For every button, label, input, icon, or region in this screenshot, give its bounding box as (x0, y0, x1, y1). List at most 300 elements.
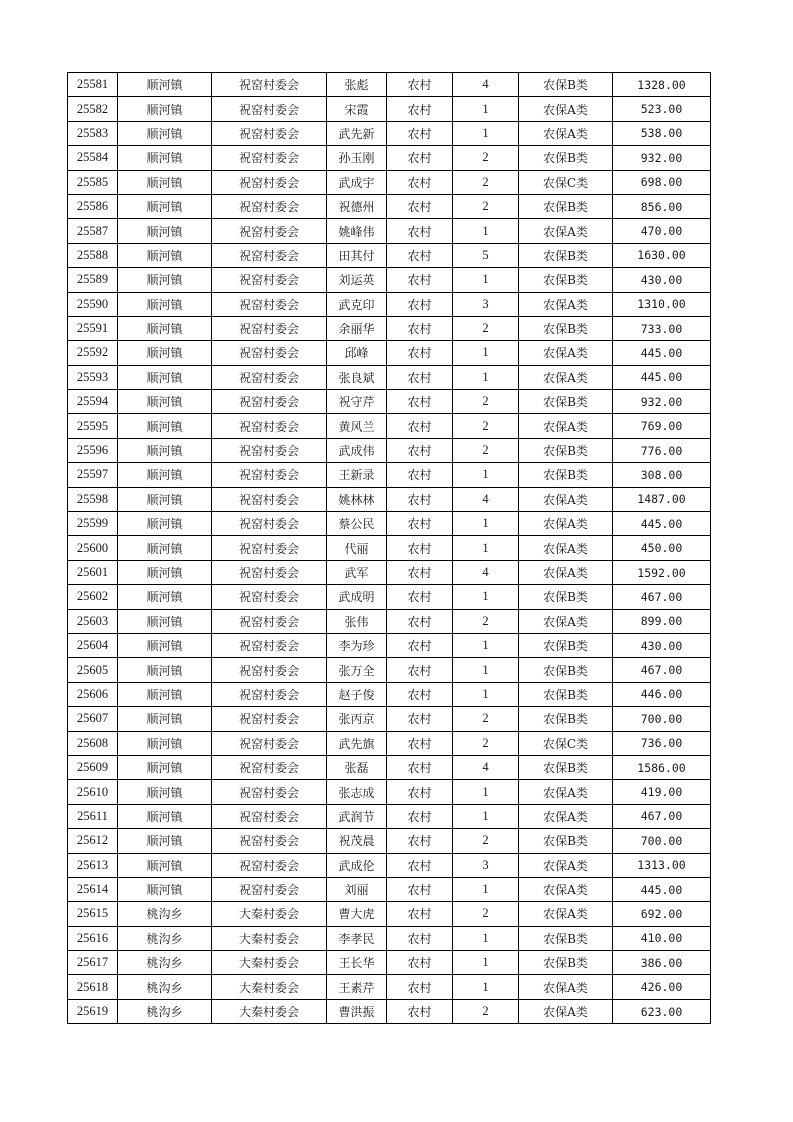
table-row (68, 341, 711, 365)
cell-id: 25591 (68, 316, 118, 340)
cell-amount: 700.00 (613, 829, 711, 853)
cell-count: 4 (453, 755, 519, 779)
cell-amount: 538.00 (613, 121, 711, 145)
cell-town: 顺河镇 (118, 463, 212, 487)
cell-village: 祝窑村委会 (212, 682, 327, 706)
cell-amount: 470.00 (613, 219, 711, 243)
table-row (68, 194, 711, 218)
cell-id: 25609 (68, 755, 118, 779)
cell-type: 农保C类 (519, 731, 613, 755)
cell-type: 农保A类 (519, 804, 613, 828)
cell-town: 顺河镇 (118, 438, 212, 462)
cell-id: 25582 (68, 97, 118, 121)
cell-amount: 410.00 (613, 926, 711, 950)
cell-type: 农保C类 (519, 170, 613, 194)
cell-area: 农村 (387, 829, 453, 853)
cell-village: 祝窑村委会 (212, 829, 327, 853)
cell-town: 顺河镇 (118, 390, 212, 414)
cell-id: 25598 (68, 487, 118, 511)
cell-area: 农村 (387, 243, 453, 267)
table-row (68, 316, 711, 340)
cell-amount: 467.00 (613, 804, 711, 828)
cell-town: 顺河镇 (118, 365, 212, 389)
cell-village: 祝窑村委会 (212, 365, 327, 389)
cell-area: 农村 (387, 194, 453, 218)
cell-name: 代丽 (327, 536, 387, 560)
cell-count: 4 (453, 487, 519, 511)
cell-type: 农保B类 (519, 268, 613, 292)
cell-count: 2 (453, 390, 519, 414)
cell-count: 4 (453, 560, 519, 584)
cell-town: 桃沟乡 (118, 926, 212, 950)
cell-count: 1 (453, 633, 519, 657)
table-row (68, 853, 711, 877)
cell-name: 宋霞 (327, 97, 387, 121)
cell-id: 25590 (68, 292, 118, 316)
cell-name: 王长华 (327, 951, 387, 975)
cell-count: 1 (453, 219, 519, 243)
cell-id: 25587 (68, 219, 118, 243)
cell-amount: 1328.00 (613, 73, 711, 97)
cell-amount: 1592.00 (613, 560, 711, 584)
cell-type: 农保A类 (519, 877, 613, 901)
cell-count: 2 (453, 829, 519, 853)
cell-village: 祝窑村委会 (212, 194, 327, 218)
cell-id: 25599 (68, 512, 118, 536)
cell-name: 王新录 (327, 463, 387, 487)
cell-count: 2 (453, 146, 519, 170)
cell-area: 农村 (387, 463, 453, 487)
table-row (68, 268, 711, 292)
cell-id: 25604 (68, 633, 118, 657)
table-body (68, 73, 711, 1024)
cell-area: 农村 (387, 560, 453, 584)
table-row (68, 609, 711, 633)
cell-area: 农村 (387, 219, 453, 243)
cell-area: 农村 (387, 292, 453, 316)
cell-type: 农保A类 (519, 560, 613, 584)
cell-village: 祝窑村委会 (212, 73, 327, 97)
cell-id: 25615 (68, 902, 118, 926)
cell-area: 农村 (387, 365, 453, 389)
table-row (68, 292, 711, 316)
cell-area: 农村 (387, 731, 453, 755)
cell-id: 25588 (68, 243, 118, 267)
cell-name: 姚峰伟 (327, 219, 387, 243)
cell-village: 祝窑村委会 (212, 755, 327, 779)
cell-type: 农保A类 (519, 609, 613, 633)
cell-area: 农村 (387, 316, 453, 340)
cell-type: 农保A类 (519, 999, 613, 1023)
cell-type: 农保A类 (519, 780, 613, 804)
cell-name: 孙玉刚 (327, 146, 387, 170)
cell-village: 祝窑村委会 (212, 658, 327, 682)
cell-amount: 736.00 (613, 731, 711, 755)
cell-name: 武军 (327, 560, 387, 584)
cell-name: 武克印 (327, 292, 387, 316)
cell-village: 祝窑村委会 (212, 316, 327, 340)
cell-id: 25618 (68, 975, 118, 999)
cell-village: 祝窑村委会 (212, 121, 327, 145)
table-row (68, 365, 711, 389)
cell-type: 农保A类 (519, 292, 613, 316)
cell-id: 25608 (68, 731, 118, 755)
cell-area: 农村 (387, 73, 453, 97)
cell-type: 农保A类 (519, 365, 613, 389)
cell-id: 25584 (68, 146, 118, 170)
cell-type: 农保A类 (519, 414, 613, 438)
table-row (68, 780, 711, 804)
cell-area: 农村 (387, 585, 453, 609)
table-row (68, 877, 711, 901)
cell-name: 张彪 (327, 73, 387, 97)
cell-amount: 445.00 (613, 365, 711, 389)
cell-area: 农村 (387, 633, 453, 657)
table-row (68, 146, 711, 170)
cell-count: 1 (453, 975, 519, 999)
cell-town: 顺河镇 (118, 292, 212, 316)
cell-id: 25612 (68, 829, 118, 853)
cell-type: 农保A类 (519, 97, 613, 121)
cell-area: 农村 (387, 853, 453, 877)
cell-count: 1 (453, 512, 519, 536)
cell-type: 农保B类 (519, 585, 613, 609)
cell-type: 农保B类 (519, 194, 613, 218)
cell-amount: 899.00 (613, 609, 711, 633)
cell-village: 大秦村委会 (212, 926, 327, 950)
cell-town: 顺河镇 (118, 146, 212, 170)
cell-count: 2 (453, 316, 519, 340)
table-row (68, 951, 711, 975)
cell-count: 2 (453, 414, 519, 438)
cell-name: 李孝民 (327, 926, 387, 950)
cell-town: 顺河镇 (118, 780, 212, 804)
table-row (68, 463, 711, 487)
table-row (68, 707, 711, 731)
cell-amount: 856.00 (613, 194, 711, 218)
cell-area: 农村 (387, 926, 453, 950)
cell-village: 大秦村委会 (212, 902, 327, 926)
cell-village: 大秦村委会 (212, 975, 327, 999)
cell-amount: 446.00 (613, 682, 711, 706)
cell-type: 农保B类 (519, 926, 613, 950)
cell-name: 祝守芹 (327, 390, 387, 414)
cell-id: 25619 (68, 999, 118, 1023)
cell-id: 25594 (68, 390, 118, 414)
cell-area: 农村 (387, 512, 453, 536)
cell-area: 农村 (387, 951, 453, 975)
cell-village: 祝窑村委会 (212, 438, 327, 462)
cell-town: 顺河镇 (118, 853, 212, 877)
cell-name: 武润节 (327, 804, 387, 828)
cell-amount: 308.00 (613, 463, 711, 487)
table-row (68, 731, 711, 755)
cell-id: 25603 (68, 609, 118, 633)
cell-town: 顺河镇 (118, 755, 212, 779)
cell-count: 1 (453, 463, 519, 487)
cell-town: 顺河镇 (118, 316, 212, 340)
cell-amount: 776.00 (613, 438, 711, 462)
cell-amount: 523.00 (613, 97, 711, 121)
cell-type: 农保B类 (519, 390, 613, 414)
cell-name: 黄风兰 (327, 414, 387, 438)
cell-name: 刘运英 (327, 268, 387, 292)
cell-amount: 467.00 (613, 658, 711, 682)
cell-town: 顺河镇 (118, 170, 212, 194)
cell-name: 姚林林 (327, 487, 387, 511)
cell-area: 农村 (387, 780, 453, 804)
cell-amount: 1630.00 (613, 243, 711, 267)
cell-area: 农村 (387, 414, 453, 438)
cell-count: 1 (453, 97, 519, 121)
cell-area: 农村 (387, 536, 453, 560)
cell-amount: 445.00 (613, 512, 711, 536)
cell-name: 祝德州 (327, 194, 387, 218)
cell-type: 农保B类 (519, 146, 613, 170)
cell-village: 祝窑村委会 (212, 292, 327, 316)
cell-village: 祝窑村委会 (212, 170, 327, 194)
cell-town: 顺河镇 (118, 609, 212, 633)
cell-name: 李为珍 (327, 633, 387, 657)
cell-name: 武成伦 (327, 853, 387, 877)
cell-amount: 769.00 (613, 414, 711, 438)
cell-village: 祝窑村委会 (212, 585, 327, 609)
cell-id: 25597 (68, 463, 118, 487)
cell-id: 25611 (68, 804, 118, 828)
cell-town: 顺河镇 (118, 487, 212, 511)
cell-town: 顺河镇 (118, 73, 212, 97)
cell-name: 张万全 (327, 658, 387, 682)
cell-name: 曹洪振 (327, 999, 387, 1023)
cell-town: 桃沟乡 (118, 951, 212, 975)
cell-village: 大秦村委会 (212, 951, 327, 975)
cell-area: 农村 (387, 97, 453, 121)
table-row (68, 219, 711, 243)
cell-count: 1 (453, 121, 519, 145)
table-row (68, 926, 711, 950)
table-row (68, 829, 711, 853)
cell-name: 曹大虎 (327, 902, 387, 926)
cell-town: 顺河镇 (118, 804, 212, 828)
table-row (68, 73, 711, 97)
cell-area: 农村 (387, 902, 453, 926)
cell-count: 1 (453, 780, 519, 804)
cell-id: 25602 (68, 585, 118, 609)
table-row (68, 243, 711, 267)
cell-name: 武成宇 (327, 170, 387, 194)
cell-name: 祝茂晨 (327, 829, 387, 853)
cell-type: 农保B类 (519, 316, 613, 340)
cell-type: 农保A类 (519, 121, 613, 145)
cell-type: 农保B类 (519, 755, 613, 779)
cell-amount: 623.00 (613, 999, 711, 1023)
cell-village: 祝窑村委会 (212, 268, 327, 292)
cell-village: 祝窑村委会 (212, 780, 327, 804)
cell-name: 邱峰 (327, 341, 387, 365)
cell-village: 祝窑村委会 (212, 512, 327, 536)
table-row (68, 755, 711, 779)
cell-name: 张磊 (327, 755, 387, 779)
cell-amount: 698.00 (613, 170, 711, 194)
cell-area: 农村 (387, 682, 453, 706)
cell-type: 农保B类 (519, 658, 613, 682)
cell-town: 桃沟乡 (118, 999, 212, 1023)
cell-type: 农保B类 (519, 73, 613, 97)
cell-type: 农保B类 (519, 682, 613, 706)
cell-area: 农村 (387, 170, 453, 194)
cell-id: 25616 (68, 926, 118, 950)
cell-name: 余丽华 (327, 316, 387, 340)
cell-count: 3 (453, 292, 519, 316)
cell-id: 25586 (68, 194, 118, 218)
cell-town: 顺河镇 (118, 707, 212, 731)
cell-type: 农保B类 (519, 829, 613, 853)
cell-name: 张志成 (327, 780, 387, 804)
table-row (68, 560, 711, 584)
cell-count: 1 (453, 658, 519, 682)
cell-type: 农保A类 (519, 536, 613, 560)
cell-amount: 467.00 (613, 585, 711, 609)
cell-town: 顺河镇 (118, 585, 212, 609)
cell-town: 顺河镇 (118, 268, 212, 292)
cell-amount: 426.00 (613, 975, 711, 999)
cell-id: 25583 (68, 121, 118, 145)
cell-village: 祝窑村委会 (212, 243, 327, 267)
cell-amount: 1310.00 (613, 292, 711, 316)
cell-village: 祝窑村委会 (212, 463, 327, 487)
cell-id: 25610 (68, 780, 118, 804)
cell-village: 祝窑村委会 (212, 487, 327, 511)
table-row (68, 170, 711, 194)
cell-village: 祝窑村委会 (212, 609, 327, 633)
cell-name: 武成明 (327, 585, 387, 609)
cell-area: 农村 (387, 999, 453, 1023)
cell-type: 农保A类 (519, 512, 613, 536)
cell-type: 农保A类 (519, 975, 613, 999)
cell-count: 1 (453, 536, 519, 560)
cell-town: 顺河镇 (118, 560, 212, 584)
cell-town: 顺河镇 (118, 536, 212, 560)
cell-town: 顺河镇 (118, 829, 212, 853)
table-row (68, 487, 711, 511)
cell-area: 农村 (387, 755, 453, 779)
table-row (68, 512, 711, 536)
cell-amount: 445.00 (613, 877, 711, 901)
cell-amount: 932.00 (613, 146, 711, 170)
cell-village: 祝窑村委会 (212, 707, 327, 731)
cell-count: 2 (453, 731, 519, 755)
table-row (68, 414, 711, 438)
cell-area: 农村 (387, 609, 453, 633)
table-row (68, 682, 711, 706)
cell-village: 祝窑村委会 (212, 390, 327, 414)
cell-area: 农村 (387, 341, 453, 365)
cell-type: 农保B类 (519, 463, 613, 487)
cell-id: 25595 (68, 414, 118, 438)
table-row (68, 804, 711, 828)
cell-count: 4 (453, 73, 519, 97)
cell-name: 王素芹 (327, 975, 387, 999)
cell-village: 祝窑村委会 (212, 731, 327, 755)
cell-village: 祝窑村委会 (212, 536, 327, 560)
cell-area: 农村 (387, 975, 453, 999)
data-table (67, 72, 711, 1024)
cell-name: 田其付 (327, 243, 387, 267)
cell-amount: 1487.00 (613, 487, 711, 511)
cell-area: 农村 (387, 487, 453, 511)
cell-type: 农保B类 (519, 951, 613, 975)
cell-amount: 386.00 (613, 951, 711, 975)
cell-area: 农村 (387, 804, 453, 828)
cell-id: 25613 (68, 853, 118, 877)
cell-area: 农村 (387, 268, 453, 292)
table-row (68, 633, 711, 657)
cell-count: 1 (453, 341, 519, 365)
cell-count: 1 (453, 951, 519, 975)
cell-type: 农保A类 (519, 853, 613, 877)
table-row (68, 390, 711, 414)
cell-type: 农保A类 (519, 902, 613, 926)
cell-id: 25607 (68, 707, 118, 731)
cell-name: 武先新 (327, 121, 387, 145)
cell-amount: 932.00 (613, 390, 711, 414)
cell-amount: 700.00 (613, 707, 711, 731)
table-row (68, 902, 711, 926)
cell-area: 农村 (387, 121, 453, 145)
cell-type: 农保A类 (519, 219, 613, 243)
cell-town: 顺河镇 (118, 658, 212, 682)
cell-name: 赵子俊 (327, 682, 387, 706)
cell-area: 农村 (387, 658, 453, 682)
cell-amount: 419.00 (613, 780, 711, 804)
table-row (68, 97, 711, 121)
cell-count: 1 (453, 682, 519, 706)
cell-town: 顺河镇 (118, 341, 212, 365)
cell-count: 1 (453, 268, 519, 292)
cell-count: 2 (453, 194, 519, 218)
cell-type: 农保A类 (519, 487, 613, 511)
cell-town: 顺河镇 (118, 219, 212, 243)
cell-area: 农村 (387, 390, 453, 414)
cell-id: 25592 (68, 341, 118, 365)
cell-id: 25606 (68, 682, 118, 706)
cell-name: 张良斌 (327, 365, 387, 389)
table-row (68, 536, 711, 560)
cell-town: 顺河镇 (118, 633, 212, 657)
cell-id: 25614 (68, 877, 118, 901)
cell-village: 祝窑村委会 (212, 146, 327, 170)
cell-town: 顺河镇 (118, 243, 212, 267)
cell-village: 祝窑村委会 (212, 341, 327, 365)
table-row (68, 438, 711, 462)
cell-amount: 1313.00 (613, 853, 711, 877)
cell-count: 2 (453, 170, 519, 194)
cell-count: 3 (453, 853, 519, 877)
cell-village: 祝窑村委会 (212, 853, 327, 877)
table-row (68, 658, 711, 682)
cell-town: 顺河镇 (118, 121, 212, 145)
cell-village: 祝窑村委会 (212, 804, 327, 828)
cell-name: 张丙京 (327, 707, 387, 731)
cell-name: 武先旗 (327, 731, 387, 755)
cell-area: 农村 (387, 438, 453, 462)
cell-count: 1 (453, 877, 519, 901)
cell-type: 农保B类 (519, 707, 613, 731)
cell-type: 农保B类 (519, 243, 613, 267)
cell-village: 祝窑村委会 (212, 877, 327, 901)
cell-amount: 450.00 (613, 536, 711, 560)
cell-name: 蔡公民 (327, 512, 387, 536)
